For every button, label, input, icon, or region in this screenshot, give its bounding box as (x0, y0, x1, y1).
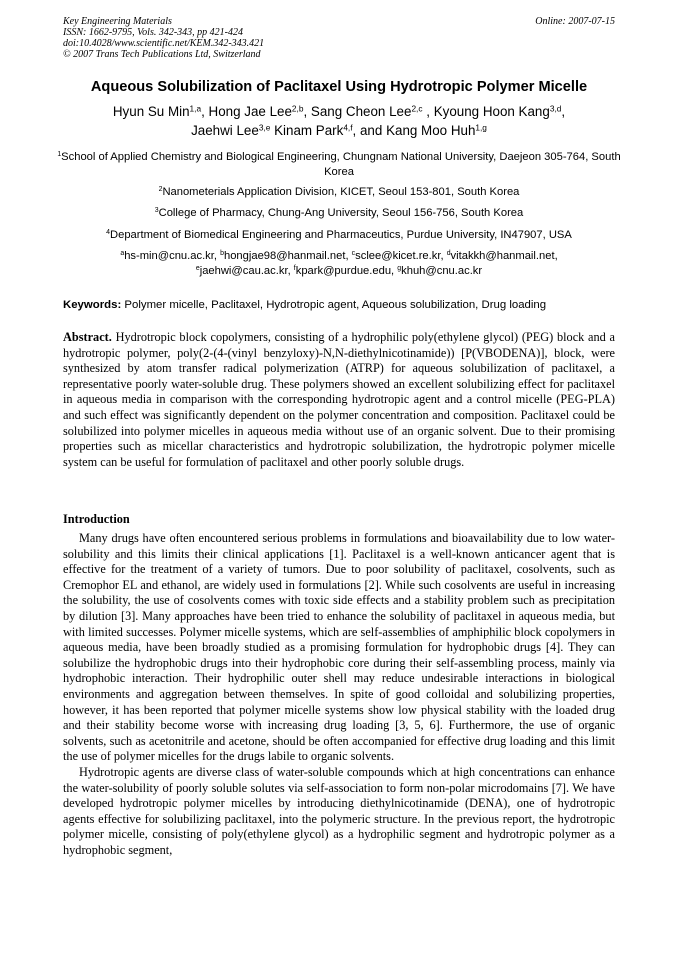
author: Kyoung Hoon Kang$^{3,d}$, (433, 103, 566, 119)
author: Kang Moo Huh$^{1,g}$ (386, 122, 487, 138)
issn-line: ISSN: 1662-9795, Vols. 342-343, pp 421-424 (63, 27, 243, 38)
paragraph: Many drugs have often encountered serious problems in formulations and bioavailability due to low water-solubility and this limits their clinical applications [1]. Paclitaxel is a well-known anticancer agent that is effective for the treatment of a variety of tumors. Due to poor solubility of paclitaxel, cosolvents, such as Cremophor EL and ethanol, are widely used in formulations [2]. While such cosolvents are useful in increasing the solubility, the use of cosolvents comes with toxic side effects and a stability problem such as precipitation by dilution [3]. Many approaches have been tried to enhance the solubility of paclitaxel in aqueous media, but with limited successes. Polymer micelle systems, which are self-assemblies of amphiphilic block copolymers in aqueous media, have been broadly studied as a promising formulation for hydrophobic drugs [4]. They can solubilize the hydrophobic drugs into their hydrophobic core during their self-assembling process, mainly via hydrophobic interaction. Their hydrophilic outer shell may reduce undesirable interactions in biological environments and aggregation between themselves. In spite of good colloidal and solubilizing properties, however, it has been reported that polymer micelle systems show low physical stability with the loaded drug and their stability become worse with increasing drug loading [3, 5, 6]. Furthermore, the use of organic solvents, such as acetonitrile and acetone, should be often accompanied for effective drug loading and this limit the use of polymer micelles for the drugs labile to organic solvents. (63, 531, 615, 764)
affiliation: $^1$School of Applied Chemistry and Biological Engineering, Chungnam National University, Daejeon 305-764, South Korea (57, 151, 621, 178)
affiliation: $^3$College of Pharmacy, Chung-Ang University, Seoul 156-756, South Korea (154, 207, 524, 219)
author: Hong Jae Lee$^{2,b}$, (208, 103, 311, 119)
section-heading-introduction: Introduction (63, 512, 130, 526)
journal-header (63, 16, 264, 60)
email: $^d$vitakkh@hanmail.net, (446, 250, 558, 262)
abstract (63, 330, 615, 470)
keywords (63, 298, 623, 313)
paper-title: Aqueous Solubilization of Paclitaxel Using Hydrotropic Polymer Micelle (90, 79, 588, 95)
email: $^c$sclee@kicet.re.kr, (351, 250, 447, 262)
keywords-text: Polymer micelle, Paclitaxel, Hydrotropic agent, Aqueous solubilization, Drug loading (124, 299, 547, 311)
author: Hyun Su Min$^{1,a}$, (112, 103, 209, 119)
email: $^g$khuh@cnu.ac.kr (397, 265, 483, 277)
email: $^b$hongjae98@hanmail.net, (220, 250, 352, 262)
email: $^e$jaehwi@cau.ac.kr, (195, 265, 294, 277)
author-list (40, 102, 638, 140)
keywords-label: Keywords: (63, 299, 122, 311)
email: $^a$hs-min@cnu.ac.kr, (120, 250, 221, 262)
copyright-line: © 2007 Trans Tech Publications Ltd, Switzerland (63, 49, 261, 60)
affiliation: $^4$Department of Biomedical Engineering and Pharmaceutics, Purdue University, IN47907, USA (106, 229, 572, 241)
author: Sang Cheon Lee$^{2,c}$ , (310, 103, 434, 119)
introduction-body (63, 531, 615, 858)
online-date: Online: 2007-07-15 (535, 16, 615, 27)
paragraph: Hydrotropic agents are diverse class of water-soluble compounds which at high concentrations can enhance the water-solubility of poorly soluble solutes via self-association to form non-polar microdomains [7]. We have developed hydrotropic polymer micelles by introducing diethylnicotinamide (DENA), one of hydrotropic agents effective for solubilizing paclitaxel, into the polymeric structure. In the previous report, the hydrotropic polymer micelle, consisting of poly(ethylene glycol) as a hydrophilic segment and hydrotropic polymer as a hydrophobic segment, (63, 764, 615, 857)
email-list (50, 249, 628, 279)
doi-line: doi:10.4028/www.scientific.net/KEM.342-343.421 (63, 38, 265, 49)
author: Jaehwi Lee$^{3,e}$ (191, 122, 271, 138)
affiliation: $^2$Nanometerials Application Division, KICET, Seoul 153-801, South Korea (158, 186, 520, 198)
journal-name: Key Engineering Materials (63, 16, 172, 27)
author: Kinam Park$^{4,f}$, and (274, 122, 387, 138)
email: $^f$kpark@purdue.edu, (293, 265, 398, 277)
abstract-text: Hydrotropic block copolymers, consisting of a hydrophilic poly(ethylene glycol) (PEG) block and a hydrotropic polymer, poly(2-(4-(vinyl benzyloxy)-N,N-diethylnicotinamide)) [P(VBODENA)], block, were synthesized by atom transfer radical polymerization (ATRP) for aqueous solubilization of paclitaxel, a representative poorly water-soluble drug. These polymers showed an excellent solubilizing effect for paclitaxel in aqueous media in comparison with the corresponding hydrotropic agent and a control micelle (PEG-PLA) and such effect was significantly dependent on the polymer concentration and composition. Paclitaxel could be solubilized into polymer micelles in aqueous media without use of an organic solvent. Due to their promising properties such as micellar characteristics and hydrotropic solubilization, the hydrotropic polymer micelle system can be useful for formulation of paclitaxel and other poorly soluble drugs. (63, 330, 616, 469)
abstract-label: Abstract. (63, 330, 112, 344)
